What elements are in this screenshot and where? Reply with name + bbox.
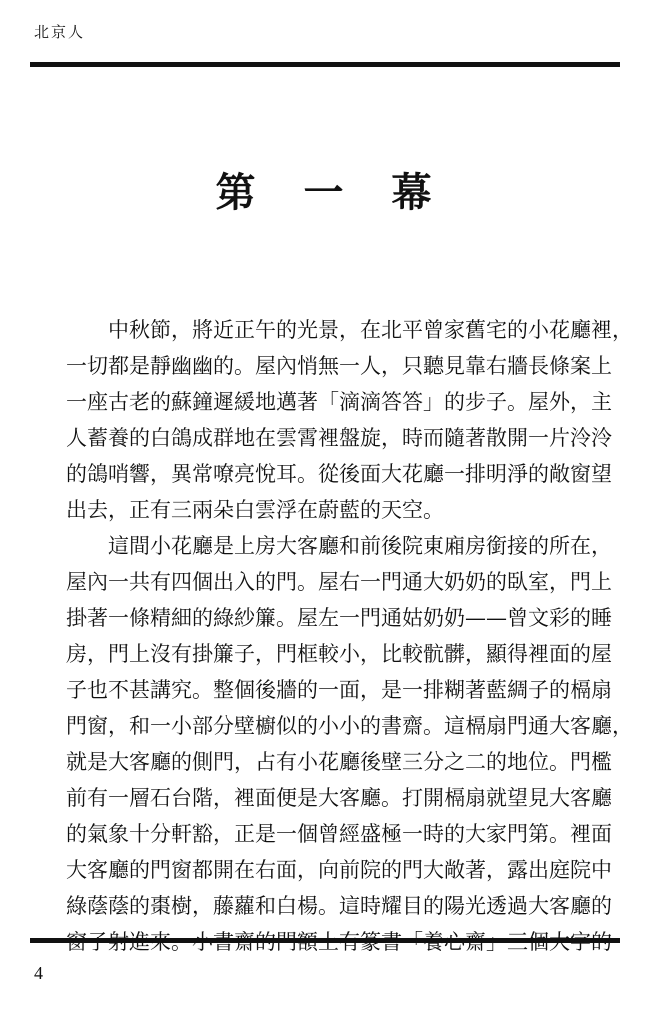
text-line: 前有一層石台階，裡面便是大客廳。打開槅扇就望見大客廳 [66,786,612,810]
text-line: 房，門上沒有掛簾子，門框較小，比較骯髒，顯得裡面的屋 [66,642,612,666]
paragraph-1 [66,312,633,528]
text-line: 屋內一共有四個出入的門。屋右一門通大奶奶的臥室，門上 [66,570,612,594]
text-line: 子也不甚講究。整個後牆的一面，是一排糊著藍綢子的槅扇 [66,678,612,702]
header-rule [30,62,620,67]
text-line: 綠蔭蔭的棗樹，藤蘿和白楊。這時耀目的陽光透過大客廳的 [66,894,612,918]
paragraph-2 [66,528,633,960]
text-line: 掛著一條精細的綠紗簾。屋左一門通姑奶奶——曾文彩的睡 [66,606,612,630]
page-number: 4 [34,963,43,983]
text-line: 就是大客廳的側門，占有小花廳後壁三分之二的地位。門檻 [66,750,612,774]
text-line: 這間小花廳是上房大客廳和前後院東廂房銜接的所在， [108,534,612,558]
text-line: 的氣象十分軒豁，正是一個曾經盛極一時的大家門第。裡面 [66,822,612,846]
text-line: 一座古老的蘇鐘遲緩地邁著「滴滴答答」的步子。屋外，主 [66,390,612,414]
text-line: 大客廳的門窗都開在右面，向前院的門大敞著，露出庭院中 [66,858,612,882]
text-line: 出去，正有三兩朵白雲浮在蔚藍的天空。 [66,498,444,522]
text-line: 中秋節，將近正午的光景，在北平曾家舊宅的小花廳裡， [108,318,633,342]
text-line: 一切都是靜幽幽的。屋內悄無一人，只聽見靠右牆長條案上 [66,354,612,378]
footer-rule [30,938,620,943]
text-line: 的鴿哨響，異常嘹亮悅耳。從後面大花廳一排明淨的敞窗望 [66,462,612,486]
act-title: 第一幕 [215,169,480,216]
running-head: 北京人 [34,23,86,41]
text-line: 門窗，和一小部分壁櫥似的小小的書齋。這槅扇門通大客廳， [66,714,633,738]
body-text [66,312,633,960]
text-line: 人蓄養的白鴿成群地在雲霄裡盤旋，時而隨著散開一片泠泠 [66,426,612,450]
